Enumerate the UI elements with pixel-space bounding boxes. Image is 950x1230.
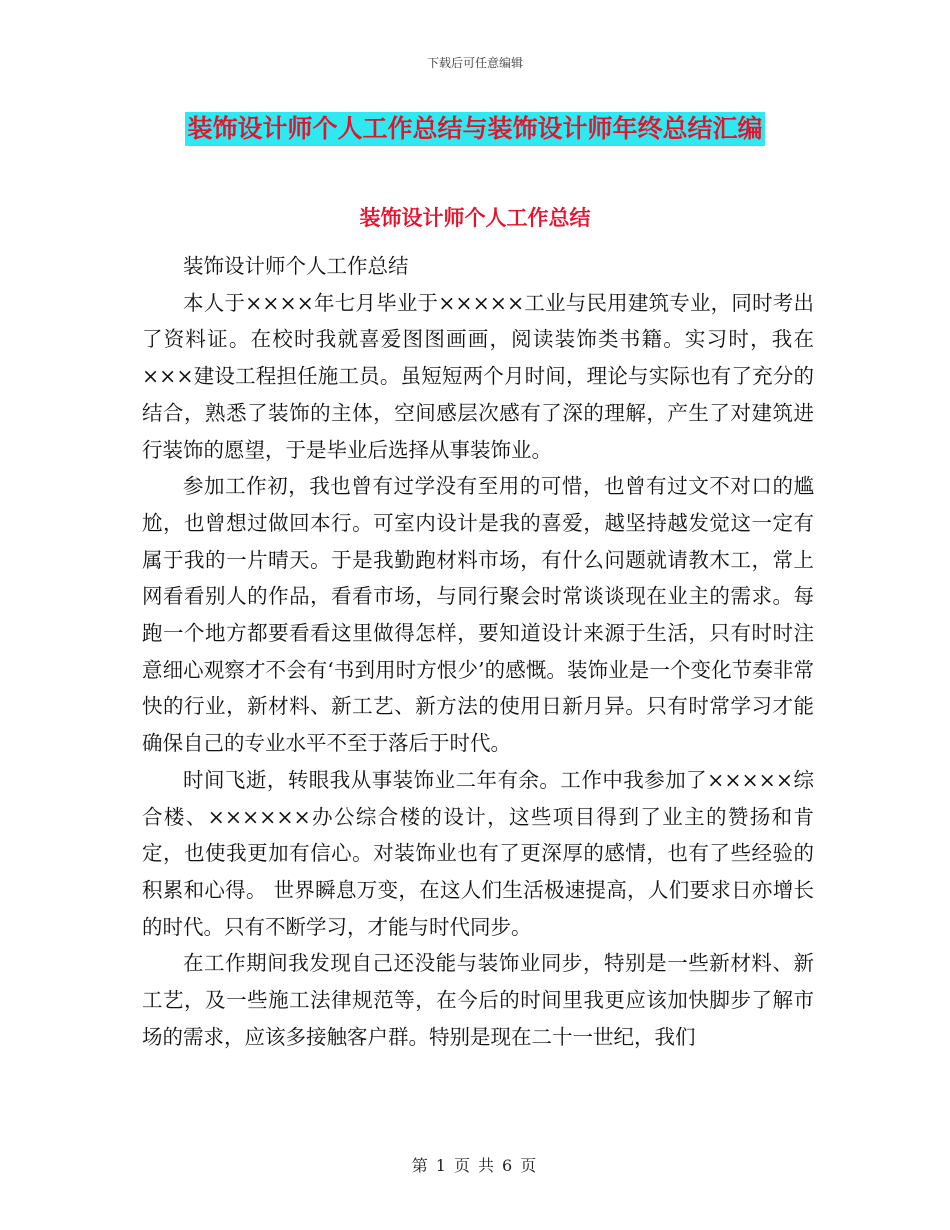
- page-label-mid: 页: [453, 1156, 472, 1175]
- paragraph: 在工作期间我发现自己还没能与装饰业同步，特别是一些新材料、新工艺，及一些施工法律规范等，在今后的时间里我更应该加快脚步了解市场的需求，应该多接触客户群。特别是现在二十一世纪，我们: [142, 951, 814, 1049]
- main-title: 装饰设计师个人工作总结与装饰设计师年终总结汇编: [185, 112, 764, 146]
- main-title-container: [0, 112, 950, 146]
- paragraph: 参加工作初，我也曾有过学没有至用的可惜，也曾有过文不对口的尴尬，也曾想过做回本行。可室内设计是我的喜爱，越坚持越发觉这一定有属于我的一片晴天。于是我勤跑材料市场，有什么问题就请教木工，常上网看看别人的作品，看看市场，与同行聚会时常谈谈现在业主的需求。每跑一个地方都要看看这里做得怎样，要知道设计来源于生活，只有时时注意细心观察才不会有‘书到用时方恨少’的感慨。装饰业是一个变化节奏非常快的行业，新材料、新工艺、新方法的使用日新月异。只有时常学习才能确保自己的专业水平不至于落后于时代。: [142, 474, 814, 756]
- paragraph: 装饰设计师个人工作总结: [183, 254, 409, 278]
- document-body: [142, 248, 814, 1055]
- total-label: 共: [478, 1156, 497, 1175]
- section-title: 装饰设计师个人工作总结: [359, 206, 591, 230]
- paragraph: 时间飞逝，转眼我从事装饰业二年有余。工作中我参加了×××××综合楼、××××××办公综合楼的设计，这些项目得到了业主的赞扬和肯定，也使我更加有信心。对装饰业也有了更深厚的感情，也有了些经验的积累和心得。 世界瞬息万变，在这人们生活极速提高，人们要求日亦增长的时代。只有不断学习，才能与时代同步。: [142, 767, 814, 939]
- page-label-prefix: 第: [411, 1156, 430, 1175]
- current-page-number: 1: [435, 1156, 448, 1175]
- total-pages-number: 6: [502, 1156, 515, 1175]
- page-label-suffix: 页: [520, 1156, 539, 1175]
- page-footer: [0, 1153, 950, 1176]
- header-note: 下载后可任意编辑: [426, 56, 523, 70]
- paragraph: 本人于××××年七月毕业于×××××工业与民用建筑专业，同时考出了资料证。在校时我就喜爱图图画画，阅读装饰类书籍。实习时，我在×××建设工程担任施工员。虽短短两个月时间，理论与实际也有了充分的结合，熟悉了装饰的主体，空间感层次感有了深的理解，产生了对建筑进行装饰的愿望，于是毕业后选择从事装饰业。: [142, 290, 814, 462]
